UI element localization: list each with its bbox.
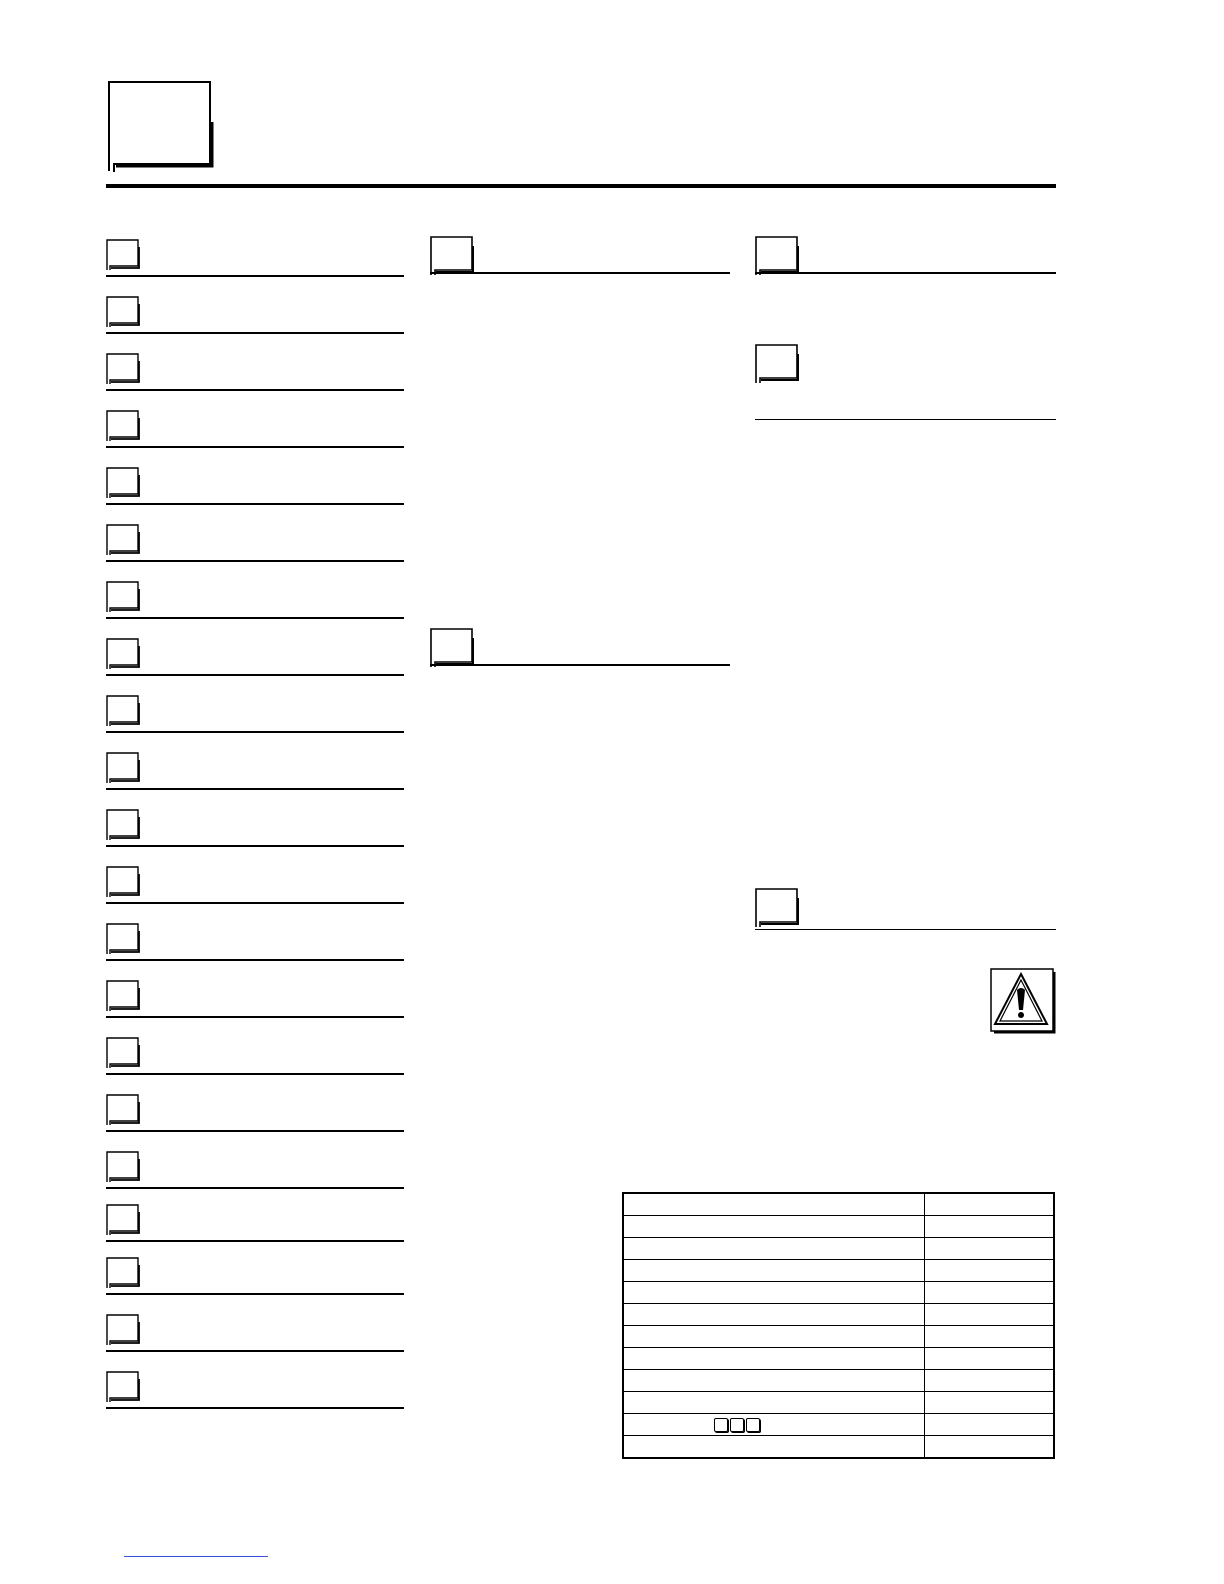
section-rule: [106, 788, 404, 790]
book-icon: [730, 1418, 744, 1432]
section-box-icon: [106, 353, 140, 385]
left-section-12: [106, 866, 404, 904]
table-cell-value: [925, 1193, 1055, 1216]
left-section-17: [106, 1151, 404, 1189]
table-row: [623, 1392, 1054, 1414]
section-rule: [106, 1187, 404, 1189]
table-cell-name: [623, 1414, 925, 1436]
section-box-icon: [106, 1037, 140, 1069]
section-box-icon: [430, 628, 474, 668]
section-box-icon: [106, 923, 140, 955]
section-rule: [106, 275, 404, 277]
left-section-21: [106, 1371, 404, 1409]
table-cell-name: [623, 1260, 925, 1282]
table-row: [623, 1193, 1054, 1216]
section-box-icon: [106, 638, 140, 670]
section-rule: [106, 1130, 404, 1132]
table-cell-name: [623, 1370, 925, 1392]
table-cell-name: [623, 1392, 925, 1414]
left-section-4: [106, 410, 404, 448]
warning-triangle-icon: [990, 968, 1056, 1034]
section-rule: [106, 902, 404, 904]
left-section-19: [106, 1257, 404, 1295]
section-rule: [106, 560, 404, 562]
spec-table: [622, 1192, 1055, 1459]
section-rule: [106, 446, 404, 448]
section-rule: [106, 731, 404, 733]
section-rule: [106, 674, 404, 676]
section-rule: [106, 1240, 404, 1242]
right-section-2: [755, 344, 1056, 420]
left-section-2: [106, 296, 404, 334]
table-row: [623, 1436, 1054, 1459]
section-rule: [755, 272, 1056, 274]
table-row: [623, 1282, 1054, 1304]
table-cell-value: [925, 1260, 1055, 1282]
section-box-icon: [106, 410, 140, 442]
section-box-icon: [106, 809, 140, 841]
section-rule: [106, 1407, 404, 1409]
table-row: [623, 1238, 1054, 1260]
right-section-3: [755, 888, 1056, 930]
section-box-icon: [106, 1371, 140, 1403]
section-rule: [106, 845, 404, 847]
table-cell-name: [623, 1304, 925, 1326]
table-cell-value: [925, 1304, 1055, 1326]
section-rule: [106, 1293, 404, 1295]
table-cell-value: [925, 1238, 1055, 1260]
table-cell-value: [925, 1392, 1055, 1414]
left-section-15: [106, 1037, 404, 1075]
left-section-20: [106, 1314, 404, 1352]
table-row: [623, 1414, 1054, 1436]
header-rule: [106, 184, 1056, 188]
table-cell-value: [925, 1414, 1055, 1436]
section-box-icon: [755, 236, 799, 276]
section-box-icon: [106, 695, 140, 727]
section-box-icon: [755, 344, 799, 384]
section-box-icon: [106, 752, 140, 784]
section-rule: [106, 503, 404, 505]
section-rule: [106, 1073, 404, 1075]
section-rule: [106, 1016, 404, 1018]
table-row: [623, 1304, 1054, 1326]
book-icons: [714, 1418, 760, 1432]
left-section-7: [106, 581, 404, 619]
section-box-icon: [106, 296, 140, 328]
section-box-icon: [106, 581, 140, 613]
section-rule: [430, 664, 730, 666]
section-box-icon: [106, 467, 140, 499]
table-cell-value: [925, 1216, 1055, 1238]
section-box-icon: [106, 1204, 140, 1236]
section-box-icon: [755, 888, 799, 928]
section-box-icon: [106, 1314, 140, 1346]
section-box-icon: [106, 524, 140, 556]
footer-link-underline[interactable]: [124, 1556, 268, 1557]
left-section-18: [106, 1204, 404, 1242]
section-rule: [106, 959, 404, 961]
section-rule: [106, 1350, 404, 1352]
section-box-icon: [106, 1094, 140, 1126]
table-row: [623, 1260, 1054, 1282]
table-cell-name: [623, 1238, 925, 1260]
left-section-3: [106, 353, 404, 391]
middle-section-1: [430, 236, 730, 274]
left-section-16: [106, 1094, 404, 1132]
section-box-icon: [106, 866, 140, 898]
book-icon: [714, 1418, 728, 1432]
chapter-box: [106, 80, 214, 174]
table-cell-value: [925, 1436, 1055, 1459]
table-cell-name: [623, 1326, 925, 1348]
left-section-5: [106, 467, 404, 505]
left-section-14: [106, 980, 404, 1018]
right-section-1: [755, 236, 1056, 274]
section-rule: [755, 929, 1056, 931]
left-section-13: [106, 923, 404, 961]
table-cell-value: [925, 1326, 1055, 1348]
table-cell-name: [623, 1282, 925, 1304]
section-rule: [755, 419, 1056, 421]
table-cell-name: [623, 1348, 925, 1370]
section-box-icon: [106, 239, 140, 271]
section-box-icon: [106, 980, 140, 1012]
section-box-icon: [106, 1257, 140, 1289]
table-cell-name: [623, 1193, 925, 1216]
left-section-10: [106, 752, 404, 790]
table-row: [623, 1326, 1054, 1348]
left-section-11: [106, 809, 404, 847]
table-row: [623, 1370, 1054, 1392]
left-section-9: [106, 695, 404, 733]
section-box-icon: [106, 1151, 140, 1183]
left-section-6: [106, 524, 404, 562]
section-box-icon: [430, 236, 474, 276]
table-cell-value: [925, 1370, 1055, 1392]
left-section-1: [106, 239, 404, 277]
section-rule: [106, 389, 404, 391]
table-row: [623, 1348, 1054, 1370]
table-cell-name: [623, 1216, 925, 1238]
table-cell-value: [925, 1282, 1055, 1304]
table-row: [623, 1216, 1054, 1238]
left-section-8: [106, 638, 404, 676]
section-rule: [106, 617, 404, 619]
book-icon: [746, 1418, 760, 1432]
table-cell-name: [623, 1436, 925, 1459]
chapter-frame-icon: [106, 80, 214, 174]
section-rule: [106, 332, 404, 334]
section-rule: [430, 272, 730, 274]
table-cell-value: [925, 1348, 1055, 1370]
middle-section-2: [430, 628, 730, 666]
